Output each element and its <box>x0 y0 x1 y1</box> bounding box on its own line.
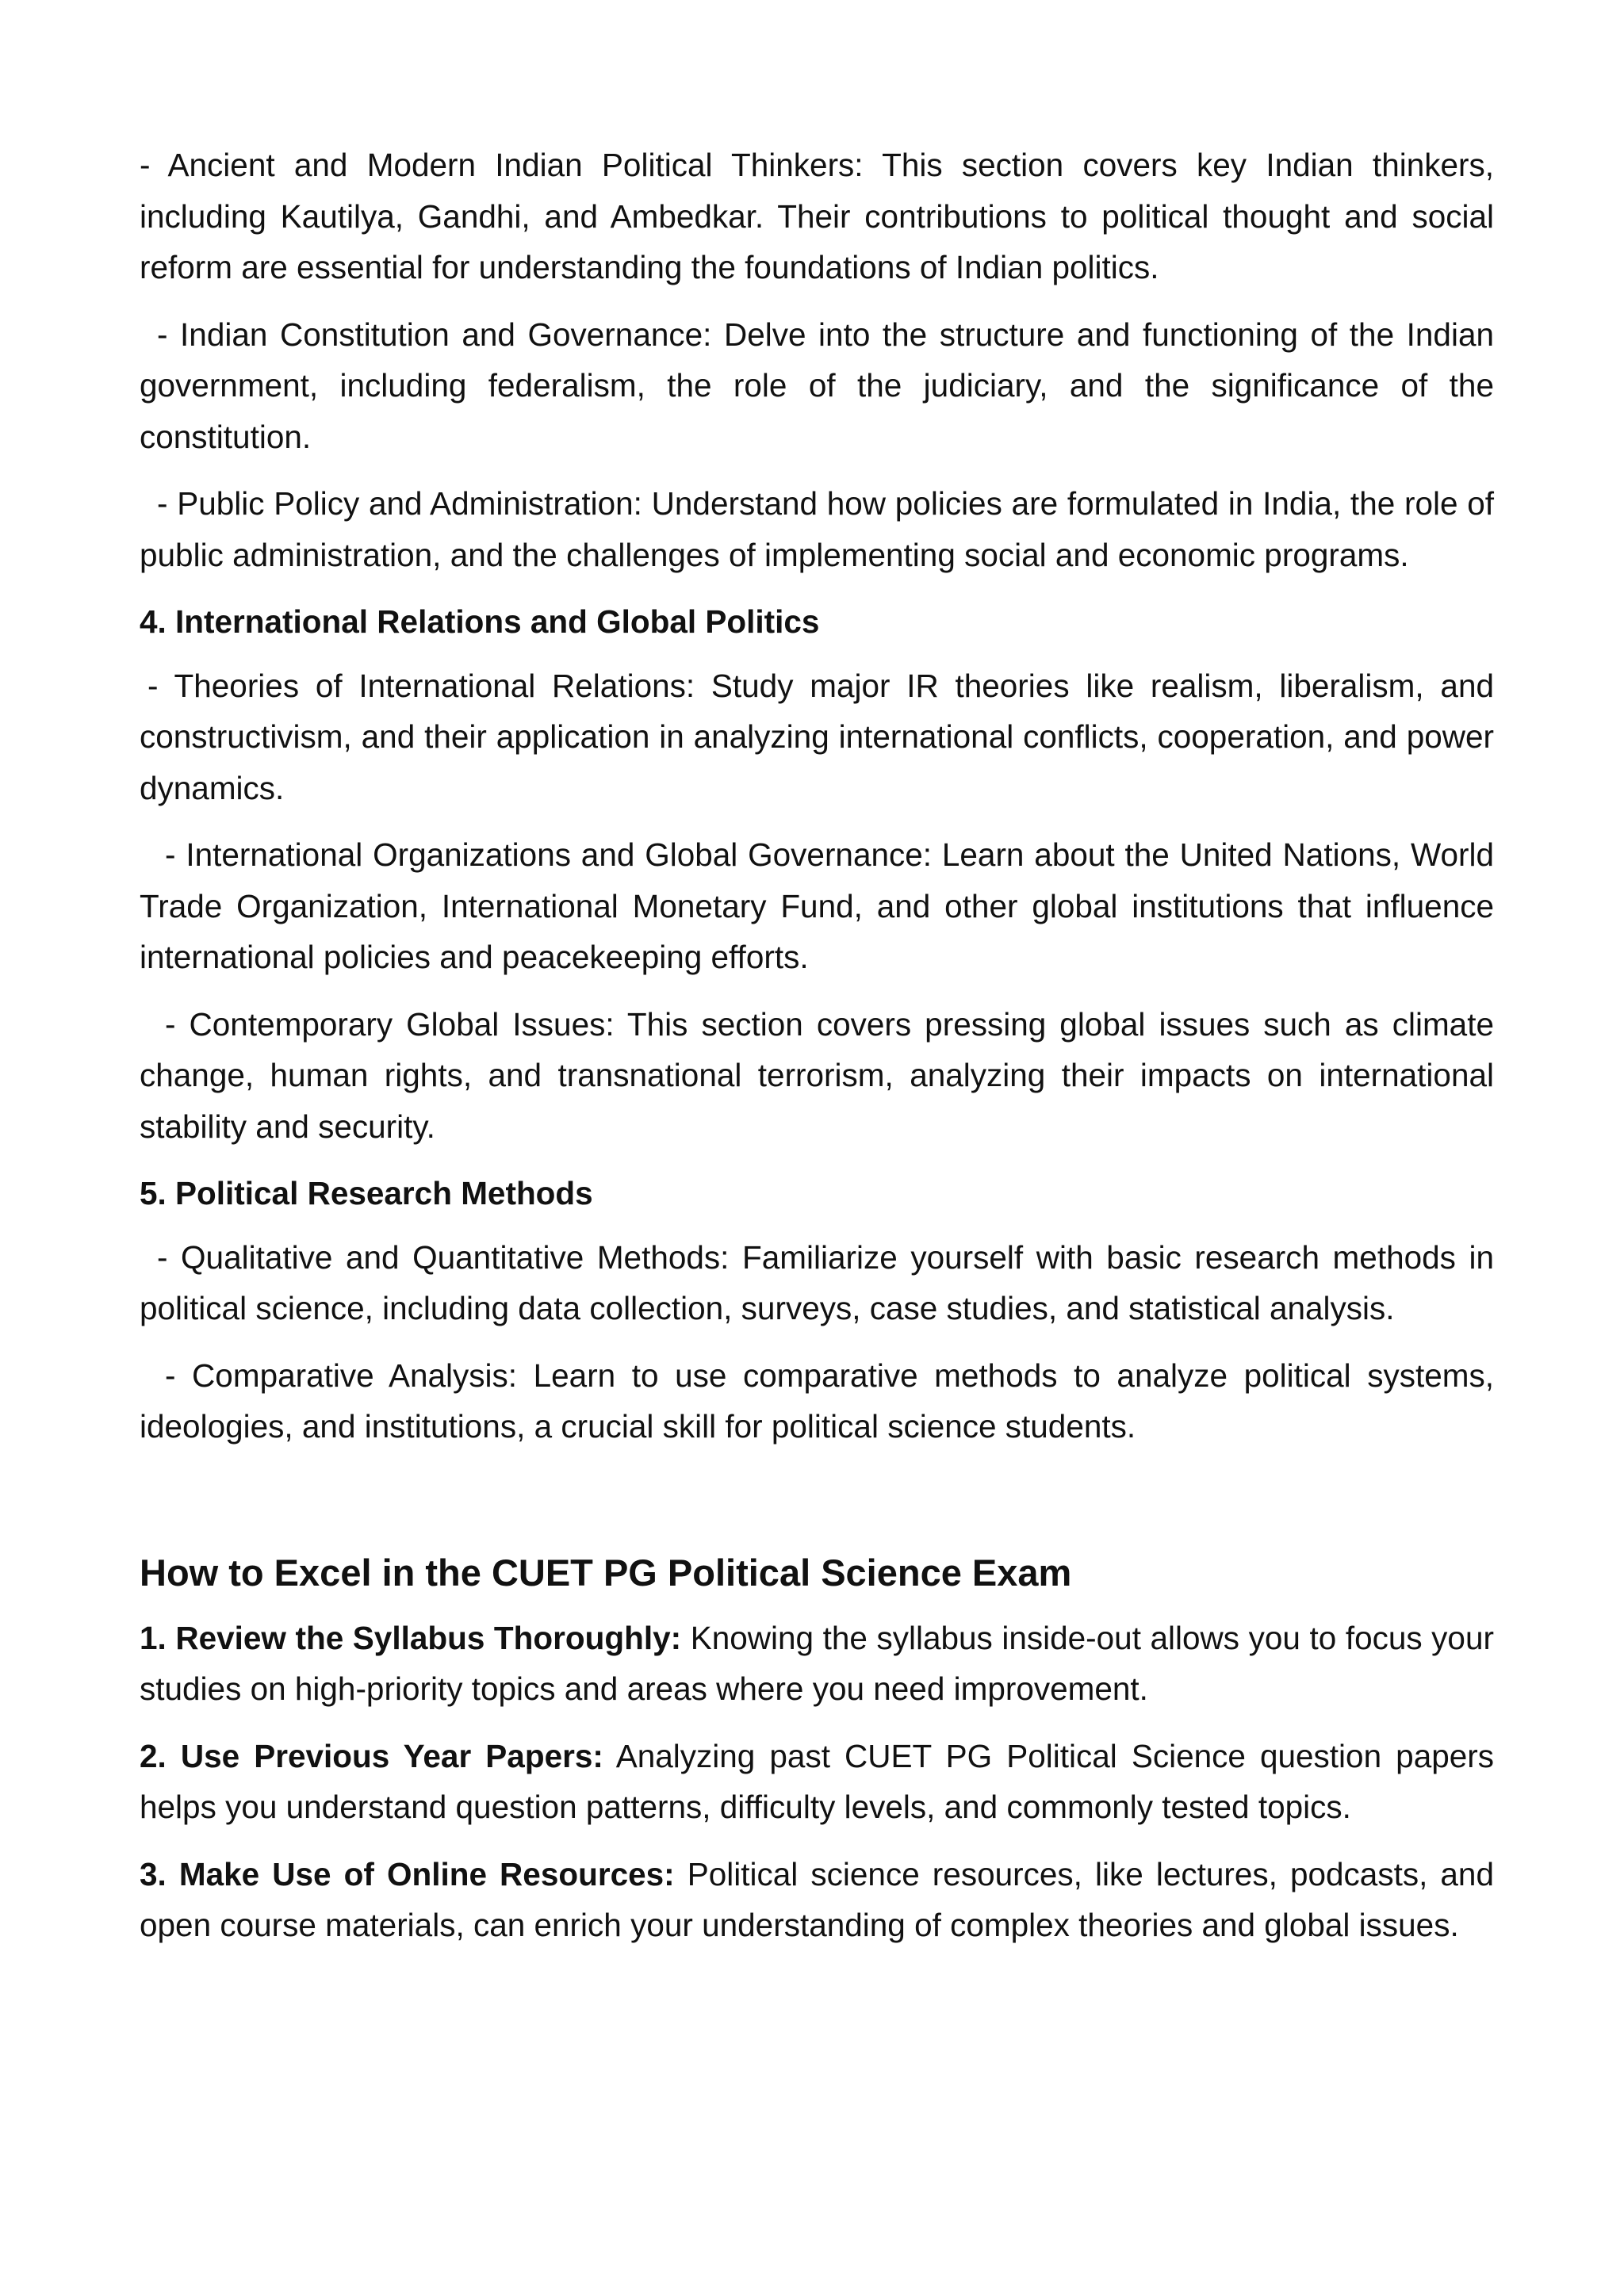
paragraph-qualitative-quantitative: - Qualitative and Quantitative Methods: Familiarize yourself with basic research methods in political science, including data collection, surveys, case studies, and statistical analysis. <box>140 1238 1494 1326</box>
tip-label: 2. Use Previous Year Papers: <box>140 1737 603 1774</box>
document-page <box>140 140 1494 1967</box>
tip-online-resources <box>140 1849 1494 1951</box>
paragraph-public-policy: - Public Policy and Administration: Understand how policies are formulated in India, the role of public administration, and the challenges of implementing social and economic programs. <box>140 485 1494 573</box>
tip-text: Political science resources, like lectures, podcasts, and open course materials, can enrich your understanding of complex theories and global issues. <box>140 1855 1494 1943</box>
paragraph-comparative-analysis: - Comparative Analysis: Learn to use comparative methods to analyze political systems, ideologies, and institutions, a crucial skill for political science students. <box>140 1357 1494 1445</box>
tip-label: 3. Make Use of Online Resources: <box>140 1855 675 1892</box>
section-heading-international-relations: 4. International Relations and Global Politics <box>140 603 820 640</box>
section-heading-research-methods: 5. Political Research Methods <box>140 1175 593 1211</box>
paragraph-indian-thinkers: - Ancient and Modern Indian Political Thinkers: This section covers key Indian thinkers, including Kautilya, Gandhi, and Ambedkar. Their contributions to political thought and social reform are essential for understanding the foundations of Indian politics. <box>140 147 1494 285</box>
tip-text: Analyzing past CUET PG Political Science question papers helps you understand question patterns, difficulty levels, and commonly tested topics. <box>140 1737 1494 1825</box>
tip-label: 1. Review the Syllabus Thoroughly: <box>140 1619 682 1656</box>
tip-previous-papers <box>140 1731 1494 1833</box>
section-spacer <box>140 1468 1494 1548</box>
paragraph-ir-theories: - Theories of International Relations: Study major IR theories like realism, liberalism, and constructivism, and their application in analyzing international conflicts, cooperation, and power dynamics. <box>140 667 1494 806</box>
excel-section-title: How to Excel in the CUET PG Political Science Exam <box>140 1551 1072 1594</box>
tip-text: Knowing the syllabus inside-out allows you to focus your studies on high-priority topics and areas where you need improvement. <box>140 1619 1494 1707</box>
paragraph-contemporary-issues: - Contemporary Global Issues: This section covers pressing global issues such as climate change, human rights, and transnational terrorism, analyzing their impacts on international stability and security. <box>140 1005 1494 1145</box>
paragraph-constitution-governance: - Indian Constitution and Governance: Delve into the structure and functioning of the Indian government, including federalism, the role of the judiciary, and the significance of the constitution. <box>140 316 1494 455</box>
tip-review-syllabus <box>140 1613 1494 1715</box>
paragraph-international-organizations: - International Organizations and Global Governance: Learn about the United Nations, World Trade Organization, International Monetary Fund, and other global institutions that influence international policies and peacekeeping efforts. <box>140 836 1494 975</box>
